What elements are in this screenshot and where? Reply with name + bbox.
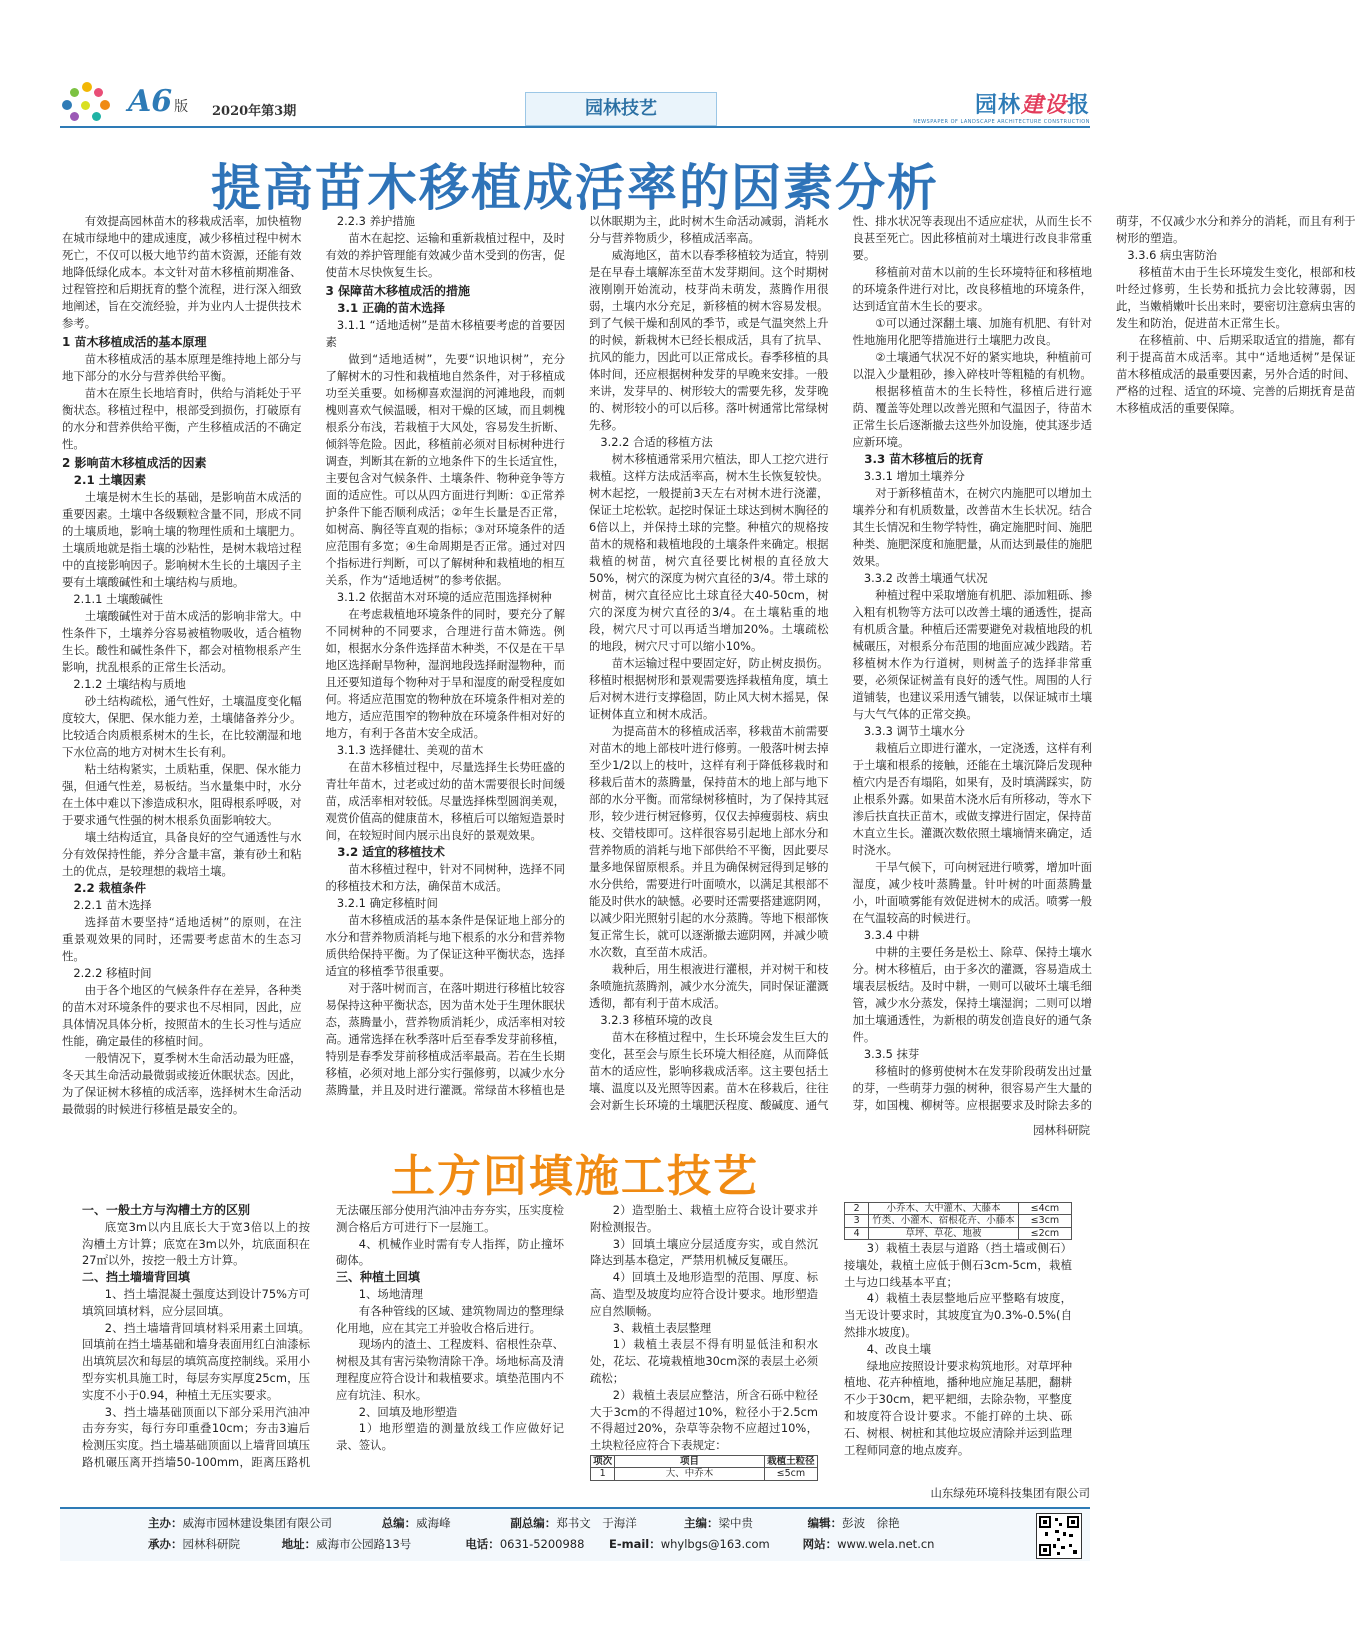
section-heading: 二、挡土墙墙背回填	[82, 1270, 191, 1285]
item-heading: 3.3.3 调节土壤水分	[863, 724, 965, 738]
paragraph: 选择苗木要坚持“适地适树”的原则，在注重景观效果的同时，还需要考虑苗木的生态习性。	[62, 915, 302, 963]
item-heading: 2.2.3 养护措施	[336, 214, 416, 228]
paragraph: 有各种管线的区域、建筑物周边的整理绿化用地，应在其完工并验收合格后进行。	[336, 1303, 564, 1335]
table-header: 项次	[591, 1455, 615, 1468]
table-header: 栽植土粒径	[764, 1455, 817, 1468]
paragraph: ①可以通过深翻土壤、加施有机肥、有针对性地施用化肥等措施进行土壤肥力改良。	[852, 316, 1092, 347]
paragraph: 2、挡土墙墙背回填材料采用素土回填。回填前在挡土墙基础和墙身表面用红白油漆标出填筑层次和每层的填筑高度控制线。采用小型夯实机具施工时，每层夯实厚度25cm，压实度不小于0.94，种植土无压实要求。	[82, 1320, 310, 1402]
table-header: 项目	[615, 1455, 764, 1468]
article-author: 山东绿苑环境科技集团有限公司	[930, 1486, 1090, 1500]
paragraph: 苗木在原生长地培育时，供给与消耗处于平衡状态。移植过程中，根部受到损伤，打破原有的水分和营养供给平衡，产生移植成活的不确定性。	[62, 386, 302, 451]
item-heading: 3.3.5 抹芽	[863, 1047, 920, 1061]
paragraph: 一般情况下，夏季树木生命活动最为旺盛，冬天其生命活动最微弱或接近休眠状态。因此，为了保证树木移植的成活率，选择树木生命活动最微弱的时候进行移植是最安全的。	[62, 1051, 302, 1116]
paragraph: 由于各个地区的气候条件存在差异，各种类的苗木对环境条件的要求也不尽相同，因此，应具体情况具体分析，按照苗木的生长习性与适应性能，确定最佳的移植时间。	[62, 983, 302, 1048]
newspaper-logo-icon	[60, 82, 116, 126]
paragraph: 2）栽植土表层应整洁，所含石砾中粒径大于3cm的不得超过10%，粒径小于2.5cm不得超过20%，杂草等杂物不应超过10%，土块粒径应符合下表规定：	[590, 1387, 818, 1453]
footer-row-2: 承办：园林科研院 地址：威海市公园路13号 电话：0631-5200988 E-mail：whylbgs@163.com 网站：www.wela.net.cn	[148, 1537, 935, 1551]
paragraph: 底宽3m以内且底长大于宽3倍以上的按沟槽土方计算；底宽在3m以外，坑底面积在27㎡以外，按挖一般土方计算。	[82, 1219, 310, 1268]
section-heading: 一、一般土方与沟槽土方的区别	[82, 1203, 251, 1217]
item-heading: 2.2.1 苗木选择	[73, 898, 152, 912]
table-cell: 小乔木、大中灌木、大藤本	[869, 1202, 1018, 1215]
article-title: 土方回填施工技艺	[391, 1151, 759, 1202]
paragraph: 砂土结构疏松，通气性好，土壤温度变化幅度较大，保肥、保水能力差，土壤储备养分少。比较适合肉质根系树木的生长，在比较潮湿和地下水位高的地方对树木生长有利。	[62, 694, 302, 759]
page-header	[60, 76, 1090, 134]
section-heading: 3 保障苗木移植成活的措施	[325, 284, 471, 298]
item-heading: 3.1.1 “适地适树”是苗木移植要考虑的首要因素	[325, 318, 565, 349]
subsection-heading: 3.1 正确的苗木选择	[337, 301, 445, 315]
paragraph: 种植过程中采取增施有机肥、添加粗砾、掺入粗有机物等方法可以改善土壤的通透性，提高有机质含量。种植后还需要避免对栽植地段的机械碾压，对根系分布范围的地面应减少践踏。若移植树木作为行道树，则树盖子的选择非常重要，必须保证树盖有良好的透气性。周围的人行道铺装，也建议采用透气铺装，以保证城市土壤与大气气体的正常交换。	[852, 588, 1092, 721]
table-cell: 竹类、小灌木、宿根花卉、小藤本	[869, 1215, 1018, 1228]
paragraph: 3）栽植土表层与道路（挡土墙或侧石）接壤处，栽植土应低于侧石3cm-5cm，栽植土与边口线基本平直；	[844, 1241, 1072, 1289]
paragraph: 土壤酸碱性对于苗木成活的影响非常大。中性条件下，土壤养分容易被植物吸收，适合植物生长。酸性和碱性条件下，都会对植物根系产生影响，扰乱根系的正常生长活动。	[62, 609, 302, 674]
item-heading: 3.2.1 确定移植时间	[336, 896, 438, 910]
item-heading: 3.3.6 病虫害防治	[1127, 248, 1217, 262]
paragraph: 3）回填土壤应分层适度夯实，或自然沉降达到基本稳定，严禁用机械反复碾压。	[590, 1236, 818, 1268]
article-body	[62, 213, 1356, 1118]
paragraph: 做到“适地适树”，先要“识地识树”，充分了解树木的习性和栽植地自然条件，对于移植成功至关重要。如杨柳喜欢湿润的河滩地段，而刺槐则喜欢气候温暖，相对干燥的区域，而且刺槐根系分布浅，若栽植于大风处，容易发生折断、倾斜等危险。因此，移植前必须对目标树种进行调查，判断其在新的立地条件下的生长适宜性，主要包含对气候条件、土壤条件、物种竞争等方面的适应性。可以从四方面进行判断：①正常养护条件下能否顺利成活；②年生长量是否正常，如树高、胸径等直观的指标；③对环境条件的适应范围有多宽；④生命周期是否正常。通过对四个指标进行判断，可以了解树种和栽植地的相互关系，作为“适地适树”的参考依据。	[325, 352, 565, 587]
paragraph: 对于新移植苗木，在树穴内施肥可以增加土壤养分和有机质数量，改善苗木生长状况。结合其生长情况和生物学特性，确定施肥时间、施肥种类、施肥深度和施肥量，从而达到最佳的施肥效果。	[852, 486, 1092, 568]
table-cell: 1	[591, 1468, 615, 1481]
header-divider	[60, 126, 1090, 128]
item-heading: 3.3.2 改善土壤通气状况	[863, 571, 988, 585]
paragraph: 3、挡土墙基础顶面以下部分采用汽油冲击夯夯实，每行夯印重叠10cm；夯击3遍后检测压实度。挡土墙基础顶面以上墙背回填压路机碾压离开挡墙50-100mm，距离压路机无法碾压部分使用汽油冲击夯夯实，压实度检测合格后方可进行下一层施工。	[82, 1203, 564, 1469]
paragraph: ②土壤通气状况不好的紧实地块，种植前可以混入少量粗砂，掺入碎枝叶等粗糙的有机物。	[852, 350, 1092, 381]
paragraph: 苗木在起挖、运输和重新栽植过程中，及时有效的养护管理能有效减少苗木受到的伤害，促使苗木尽快恢复生长。	[325, 231, 565, 279]
paragraph: 1、挡土墙混凝土强度达到设计75%方可填筑回填材料，应分层回填。	[82, 1286, 310, 1318]
paragraph: 根据移植苗木的生长特性，移植后进行遮荫、覆盖等处理以改善光照和气温因子，待苗木正常生长后逐渐撤去这些外加设施，使其逐步适应新环境。	[852, 384, 1092, 449]
subsection-heading: 3.2 适宜的移植技术	[337, 845, 445, 859]
paragraph: 树木移植通常采用穴植法，即人工挖穴进行栽植。这样方法成活率高，树木生长恢复较快。树木起挖，一般提前3天左右对树木进行浇灌，保证土坨松软。起挖时保证土球达到树木胸径的6倍以上，并保持土球的完整。种植穴的规格按苗木的规格和栽植地段的土壤条件来确定。根据栽植的树苗，树穴直径要比树根的直径放大50%，树穴的深度为树穴直径的3/4。带土球的树苗，树穴直径应比土球直径大40-50cm，树穴的深度为树穴直径的3/4。在土壤粘重的地段，树穴尺寸可以再适当增加20%。土壤疏松的地段，树穴尺寸可以缩小10%。	[589, 452, 829, 653]
table-cell: 4	[845, 1227, 869, 1240]
paragraph: 在考虑栽植地环境条件的同时，要充分了解不同树种的不同要求，合理进行苗木筛选。例如，根据水分条件选择苗木种类，不仅是在干旱地区选择耐旱物种，湿润地段选择耐湿物种，而且还要知道每个物种对于旱和湿度的耐受程度如何。将适应范围宽的物种放在环境条件相对差的地方，适应范围窄的物种放在环境条件相对好的地方，有利于各苗木安全成活。	[325, 607, 565, 740]
subsection-heading: 3.3 苗木移植后的抚育	[864, 452, 984, 466]
table-cell: ≤4cm	[1018, 1202, 1071, 1215]
table-row	[845, 1202, 1072, 1215]
paragraph: 苗木移植成活的基本条件是保证地上部分的水分和营养物质消耗与地下根系的水分和营养物质供给保持平衡。为了保证这种平衡状态，选择适宜的移植季节很重要。	[325, 913, 565, 978]
section-heading: 三、种植土回填	[336, 1270, 421, 1285]
table-cell: 大、中乔木	[615, 1468, 764, 1481]
email-link[interactable]: whylbgs@163.com	[660, 1537, 770, 1551]
table-cell: 草坪、草花、地被	[869, 1227, 1018, 1240]
paragraph: 干旱气候下，可向树冠进行喷雾，增加叶面湿度，减少枝叶蒸腾量。针叶树的叶面蒸腾量小，叶面喷雾能有效促进树木的成活。喷雾一般在气温较高的时候进行。	[852, 860, 1092, 925]
section-title: 园林技艺	[525, 92, 717, 126]
paragraph: 为提高苗木的移植成活率，移栽苗木前需要对苗木的地上部枝叶进行修剪。一般落叶树去掉至少1/2以上的枝叶，这样有利于降低移栽时和移栽后苗木的蒸腾量，保持苗木的地上部与地下部的水分平衡。而常绿树移植时，为了保持其冠形，较少进行树冠修剪，仅仅去掉瘦弱枝、病虫枝、交错枝即可。这样很容易引起地上部水分和营养物质的消耗与地下部供给不平衡，因此要尽量多地保留原根系。并且为确保树冠得到足够的水分供给，需要进行叶面喷水，以满足其根部不能及时供水的缺憾。必要时还需要搭建遮阴网，以减少阳光照射引起的水分蒸腾。等地下根部恢复正常生长，就可以逐渐撤去遮阴网，并减少喷水次数，直至苗木成活。	[589, 724, 829, 959]
paragraph: 移植苗木由于生长环境发生变化，根部和枝叶经过修剪，生长势和抵抗力会比较薄弱，因此，当嫩梢嫩叶长出来时，要密切注意病虫害的发生和防治，促进苗木正常生长。	[1116, 265, 1356, 330]
website-link[interactable]: www.wela.net.cn	[837, 1537, 935, 1551]
paragraph: 有效提高园林苗木的移栽成活率，加快植物在城市绿地中的建成速度，减少移植过程中树木死亡，不仅可以极大地节约苗木资源，还能有效地降低绿化成本。本文针对苗木移植前期准备、过程管控和后期抚育的整个流程，进行深入细致地阐述，旨在交流经验，并为业内人士提供技术参考。	[62, 214, 302, 330]
newspaper-masthead: 园林建设报 NEWSPAPER OF LANDSCAPE ARCHITECTURE CONSTRUCTION	[913, 93, 1090, 125]
article-body	[82, 1202, 1072, 1487]
table-row	[845, 1215, 1072, 1228]
paragraph: 粘土结构紧实，土质粘重，保肥、保水能力强，但通气性差，易板结。当水量集中时，水分在土体中难以下渗造成积水，阻碍根系呼吸，对于要求通气性强的树木根系负面影响较大。	[62, 762, 302, 827]
paragraph: 苗木在移植过程中，生长环境会发生巨大的变化，甚至会与原生长环境大相径庭，从而降低苗木的适应性，影响移栽成活率。这主要包括土壤、温度以及光照等因素。苗木在移栽后，往往会对新生长环境的土壤肥沃程度、酸碱度、通气性、排水状况等表现出不适应症状，从而生长不良甚至死亡。因此移植前对土壤进行改良非常重要。	[589, 214, 1092, 1112]
paragraph: 4、改良土壤	[866, 1341, 931, 1356]
item-heading: 3.1.3 选择健壮、美观的苗木	[336, 743, 484, 757]
section-heading: 1 苗木移植成活的基本原理	[62, 335, 207, 349]
paragraph: 2、回填及地形塑造	[358, 1404, 458, 1419]
table-cell: ≤3cm	[1018, 1215, 1071, 1228]
page-number: A6 版	[128, 84, 189, 119]
paragraph: 栽植后立即进行灌水，一定浇透，这样有利于土壤和根系的接触，还能在土壤沉降后发现种植穴内是否有塌陷，如果有，及时填满踩实，防止根系外露。如果苗木浇水后有所移动，等水下渗后扶直扶正苗木，或做支撑进行固定，保持苗木直立生长。灌溉次数依照土壤墒情来确定，适时浇水。	[852, 741, 1092, 857]
paragraph: 对于落叶树而言，在落叶期进行移植比较容易保持这种平衡状态，因为苗木处于生理休眠状态，蒸腾量小，营养物质消耗少，成活率相对较高。通常选择在秋季落叶后至春季发芽前移植，特别是春季发芽前移植成活率最高。若在生长期移植，必须对地上部分实行强修剪，以减少水分蒸腾量，并且及时进行灌溉。常绿苗木移植也是以休眠期为主，此时树木生命活动减弱，消耗水分与营养物质少，移植成活率高。	[325, 214, 829, 1097]
paragraph: 威海地区，苗木以春季移植较为适宜，特别是在早春土壤解冻至苗木发芽期间。这个时期树液刚刚开始流动，枝芽尚未萌发，蒸腾作用很弱，土壤内水分充足，新移植的树木容易发根。到了气候干燥和刮风的季节，或是气温突然上升的时候，新栽树木已经长根成活，具有了抗旱、抗风的能力，因此可以正常成长。春季移植的具体时间，还应根据树种发芽的早晚来安排。一般来讲，发芽早的、树形较大的需要先移，发芽晚的、树形较小的可以后移。落叶树通常比常绿树先移。	[589, 248, 829, 432]
table-cell: 3	[845, 1215, 869, 1228]
paragraph: 苗木运输过程中要固定好，防止树皮损伤。移植时根据树形和景观需要选择栽植角度，填土后对树木进行支撑稳固，防止风大树木摇晃，保证树体直立和树木成活。	[589, 656, 829, 721]
table-row	[591, 1468, 818, 1481]
paragraph: 2）造型胎土、栽植土应符合设计要求并附检测报告。	[590, 1203, 818, 1234]
item-heading: 2.1.1 土壤酸碱性	[73, 592, 163, 606]
issue-date: 2020年第3期	[212, 104, 297, 119]
paragraph: 苗木移植成活的基本原理是维持地上部分与地下部分的水分与营养供给平衡。	[62, 352, 302, 383]
article-author: 园林科研院	[1033, 1123, 1090, 1137]
paragraph: 土壤是树木生长的基础，是影响苗木成活的重要因素。土壤中各级颗粒含量不同，形成不同的土壤质地，影响土壤的物理性质和土壤肥力。土壤质地就是指土壤的沙粘性，是树木栽培过程中的直接影响因子。影响树木生长的土壤因子主要有土壤酸碱性和土壤结构与质地。	[62, 490, 302, 589]
subsection-heading: 2.1 土壤因素	[73, 473, 146, 487]
paragraph: 苗木移植过程中，针对不同树种，选择不同的移植技术和方法，确保苗木成活。	[325, 862, 565, 893]
item-heading: 3.2.3 移植环境的改良	[600, 1013, 713, 1027]
paragraph: 栽种后，用生根液进行灌根，并对树干和枝条喷施抗蒸腾剂，减少水分流失，同时保证灌溉透彻，都有利于苗木成活。	[589, 962, 829, 1010]
paragraph: 1）栽植土表层不得有明显低洼和积水处，花坛、花境栽植地30cm深的表层土必须疏松；	[590, 1337, 818, 1385]
paragraph: 现场内的渣土、工程废料、宿根性杂草、树根及其有害污染物清除干净。场地标高及清理程度应符合设计和栽植要求。填垫范围内不应有坑洼、积水。	[336, 1337, 564, 1402]
item-heading: 3.2.2 合适的移植方法	[600, 435, 713, 449]
paragraph: 4、机械作业时需有专人指挥，防止撞坏砌体。	[336, 1236, 564, 1268]
paragraph: 1、场地清理	[358, 1286, 423, 1301]
item-heading: 2.1.2 土壤结构与质地	[73, 677, 186, 691]
paragraph: 4）栽植土表层整地后应平整略有坡度，当无设计要求时，其坡度宜为0.3%-0.5%(自然排水坡度)。	[844, 1291, 1072, 1339]
paragraph: 在移植前、中、后期采取适宜的措施，都有利于提高苗木成活率。其中“适地适树”是保证苗木移植成活的最重要因素，另外合适的时间、严格的过程、适宜的环境、完善的后期抚育是苗木移植成活的重要保障。	[1116, 333, 1356, 415]
item-heading: 3.3.4 中耕	[863, 928, 920, 942]
paragraph: 在苗木移植过程中，尽量选择生长势旺盛的青壮年苗木，过老或过幼的苗木需要很长时间缓苗，成活率相对较低。尽量选择株型圆润美观，观赏价值高的健康苗木，移植后可以缩短造景时间，在较短时间内展示出良好的景观效果。	[325, 760, 565, 842]
paragraph: 绿地应按照设计要求构筑地形。对草坪种植地、花卉种植地，播种地应施足基肥，翻耕不少于30cm，耙平耙细，去除杂物，平整度和坡度符合设计要求。不能打碎的土块、砾石、树根、树桩和其他垃圾应清除并运到监理工程师同意的地点废弃。	[844, 1358, 1072, 1457]
paragraph: 4）回填土及地形造型的范围、厚度、标高、造型及坡度均应符合设计要求。地形塑造应自然顺畅。	[590, 1270, 818, 1318]
item-heading: 3.1.2 依据苗木对环境的适应范围选择树种	[336, 590, 552, 604]
table-row	[845, 1227, 1072, 1240]
paragraph: 壤土结构适宜，具备良好的空气通透性与水分有效保持性能，养分含量丰富，兼有砂土和粘土的优点，是较理想的栽培土壤。	[62, 830, 302, 878]
table-cell: ≤2cm	[1018, 1227, 1071, 1240]
paragraph: 中耕的主要任务是松土、除草、保持土壤水分。树木移植后，由于多次的灌溉，容易造成土壤表层板结。及时中耕，一则可以破坏土壤毛细管，减少水分蒸发，保持土壤湿润；二则可以增加土壤通透性，为新根的萌发创造良好的通气条件。	[852, 945, 1092, 1044]
page-footer	[60, 1507, 1090, 1561]
section-heading: 2 影响苗木移植成活的因素	[62, 456, 207, 470]
table-cell: 2	[845, 1202, 869, 1215]
paragraph: 移植前对苗木以前的生长环境特征和移植地的环境条件进行对比，改良移植地的环境条件，达到适宜苗木生长的要求。	[852, 265, 1092, 313]
paragraph: 1）地形塑造的测量放线工作应做好记录、签认。	[336, 1421, 564, 1453]
subsection-heading: 2.2 栽植条件	[73, 881, 146, 895]
qr-code-icon	[1036, 1513, 1082, 1559]
item-heading: 2.2.2 移植时间	[73, 966, 152, 980]
paragraph: 移植时的修剪使树木在发芽阶段萌发出过量的芽，一些萌芽力强的树种，很容易产生大量的芽，如国槐、柳树等。应根据要求及时除去多的萌芽，不仅减少水分和养分的消耗，而且有利于树形的塑造。	[852, 214, 1356, 1112]
table-cell: ≤5cm	[764, 1468, 817, 1481]
article-title: 提高苗木移植成活率的因素分析	[211, 159, 939, 217]
paragraph: 3、栽植土表层整理	[612, 1320, 712, 1335]
footer-row-1: 主办：威海市园林建设集团有限公司 总编：威海峰 副总编：郑书文 于海洋 主编：梁中贵 编辑：彭波 徐艳	[148, 1516, 900, 1530]
item-heading: 3.3.1 增加土壤养分	[863, 469, 965, 483]
